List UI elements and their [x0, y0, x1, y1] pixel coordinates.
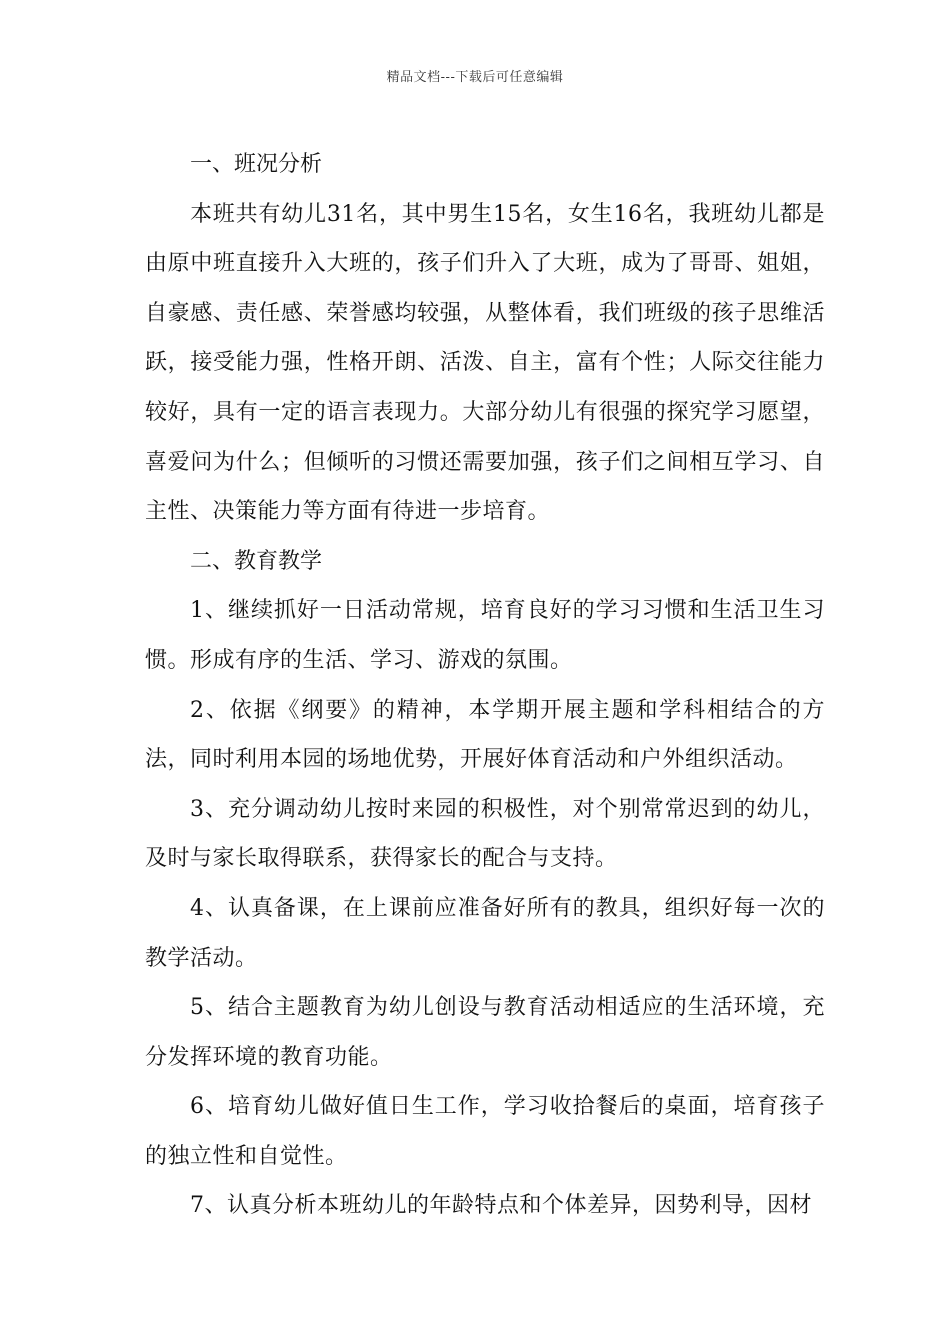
list-item-7: 7、认真分析本班幼儿的年龄特点和个体差异，因势利导，因材 — [190, 1193, 812, 1219]
list-item-3: 3、充分调动幼儿按时来园的积极性，对个别常常迟到的幼儿，及时与家长取得联系，获得家长的配合与支持。 — [145, 796, 825, 872]
section-heading-education: 二、教育教学 — [190, 548, 323, 574]
list-item-5: 5、结合主题教育为幼儿创设与教育活动相适应的生活环境，充分发挥环境的教育功能。 — [145, 995, 825, 1070]
list-item-6: 6、培育幼儿做好值日生工作，学习收拾餐后的桌面，培育孩子的独立性和自觉性。 — [145, 1094, 825, 1169]
section-heading-class-analysis: 一、班况分析 — [190, 152, 323, 177]
document-body — [145, 140, 825, 1231]
list-item-4: 4、认真备课，在上课前应准备好所有的教具，组织好每一次的教学活动。 — [145, 895, 825, 971]
page-header: 精品文档---下载后可任意编辑 — [386, 70, 564, 85]
list-item-1: 1、继续抓好一日活动常规，培育良好的学习习惯和生活卫生习惯。形成有序的生活、学习、游戏的氛围。 — [145, 598, 825, 673]
paragraph-class-analysis: 本班共有幼儿31名，其中男生15名，女生16名，我班幼儿都是由原中班直接升入大班的，孩子们升入了大班，成为了哥哥、姐姐，自豪感、责任感、荣誉感均较强，从整体看，我们班级的孩子思维活跃，接受能力强，性格开朗、活泼、自主，富有个性；人际交往能力较好，具有一定的语言表现力。大部分幼儿有很强的探究学习愿望，喜爱问为什么；但倾听的习惯还需要加强，孩子们之间相互学习、自主性、决策能力等方面有待进一步培育。 — [145, 201, 825, 525]
list-item-2: 2、依据《纲要》的精神，本学期开展主题和学科相结合的方法，同时利用本园的场地优势，开展好体育活动和户外组织活动。 — [145, 697, 825, 773]
